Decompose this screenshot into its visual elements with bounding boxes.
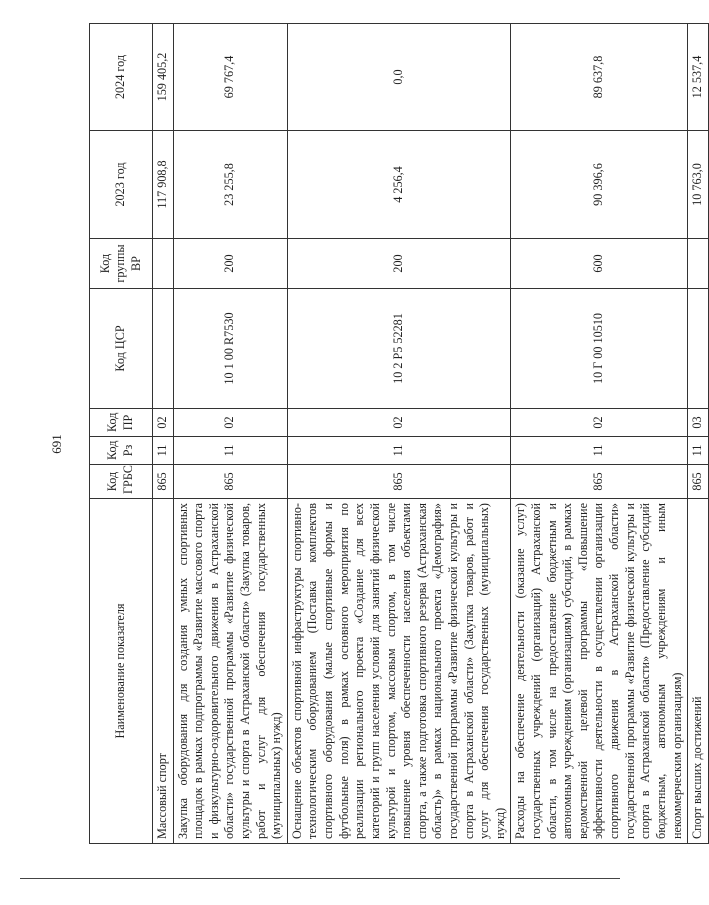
row-csr — [153, 289, 174, 409]
table-row — [511, 24, 688, 844]
page-number: 691 — [49, 434, 64, 454]
header-rz: Код Рз — [90, 437, 153, 465]
row-name: Спорт высших достижений — [688, 499, 709, 844]
table-row — [287, 24, 511, 844]
row-pr: 02 — [287, 409, 511, 437]
row-2024: 69 767,4 — [173, 24, 287, 131]
table-row — [173, 24, 287, 844]
row-rz: 11 — [688, 437, 709, 465]
header-grbs: Код ГРБС — [90, 465, 153, 499]
row-grbs: 865 — [287, 465, 511, 499]
row-vr: 200 — [173, 239, 287, 289]
row-2023: 10 763,0 — [688, 131, 709, 239]
row-2023: 23 255,8 — [173, 131, 287, 239]
row-name: Оснащение объектов спортивной инфраструктуры спортивно-технологическим оборудованием (Поставка комплектов спортивного оборудования (малые спортивные формы и футбольные поля) в рамках основного мероприятия по реализации регионального проекта «Создание для всех категорий и групп населения условий для занятий физической культурой и спортом, массовым спортом, в том числе повышение уровня обеспеченности населения объектами спорта, а также подготовка спортивного резерва (Астраханская область)» в рамках национального проекта «Демография» государственной программы «Развитие физической культуры и спорта в Астраханской области» (Закупка товаров, работ и услуг для обеспечения государственных (муниципальных) нужд) — [287, 499, 511, 844]
rotated-table-container — [89, 24, 705, 844]
row-2024: 12 537,4 — [688, 24, 709, 131]
budget-table — [89, 23, 709, 844]
row-csr: 10 1 00 R7530 — [173, 289, 287, 409]
row-rz: 11 — [511, 437, 688, 465]
row-pr: 02 — [173, 409, 287, 437]
row-pr: 03 — [688, 409, 709, 437]
header-csr: Код ЦСР — [90, 289, 153, 409]
row-pr: 02 — [511, 409, 688, 437]
row-grbs: 865 — [153, 465, 174, 499]
header-2024: 2024 год — [90, 24, 153, 131]
row-2023: 117 908,8 — [153, 131, 174, 239]
header-2023: 2023 год — [90, 131, 153, 239]
row-name: Расходы на обеспечение деятельности (оказание услуг) государственных учреждений (организаций) Астраханской области, в том числе на предоставление бюджетным и автономным учреждениям (организациям) субсидий, в рамках ведомственной целевой программы «Повышение эффективности деятельности в осуществлении организации спортивного движения в Астраханской области» государственной программы «Развитие физической культуры и спорта в Астраханской области» (Предоставление субсидий бюджетным, автономным учреждениям и иным некоммерческим организациям) — [511, 499, 688, 844]
row-rz: 11 — [153, 437, 174, 465]
row-2023: 90 396,6 — [511, 131, 688, 239]
row-grbs: 865 — [173, 465, 287, 499]
row-2023: 4 256,4 — [287, 131, 511, 239]
row-csr: 10 2 P5 52281 — [287, 289, 511, 409]
row-name: Закупка оборудования для создания умных спортивных площадок в рамках подпрограммы «Развитие массового спорта и физкультурно-оздоровительного движения в Астраханской области» государственной программы «Развитие физической культуры и спорта в Астраханской области» (Закупка товаров, работ и услуг для обеспечения государственных (муниципальных) нужд) — [173, 499, 287, 844]
row-2024: 159 405,2 — [153, 24, 174, 131]
row-name: Массовый спорт — [153, 499, 174, 844]
row-vr — [153, 239, 174, 289]
bottom-rule — [20, 878, 620, 879]
row-vr: 600 — [511, 239, 688, 289]
row-csr: 10 Г 00 10510 — [511, 289, 688, 409]
row-pr: 02 — [153, 409, 174, 437]
row-vr — [688, 239, 709, 289]
row-grbs: 865 — [511, 465, 688, 499]
row-2024: 89 637,8 — [511, 24, 688, 131]
table-row — [153, 24, 174, 844]
table-header-row — [90, 24, 153, 844]
table-row — [688, 24, 709, 844]
row-csr — [688, 289, 709, 409]
row-rz: 11 — [173, 437, 287, 465]
row-grbs: 865 — [688, 465, 709, 499]
row-2024: 0,0 — [287, 24, 511, 131]
row-rz: 11 — [287, 437, 511, 465]
header-pr: Код ПР — [90, 409, 153, 437]
header-name: Наименование показателя — [90, 499, 153, 844]
header-vr: Код группы ВР — [90, 239, 153, 289]
row-vr: 200 — [287, 239, 511, 289]
